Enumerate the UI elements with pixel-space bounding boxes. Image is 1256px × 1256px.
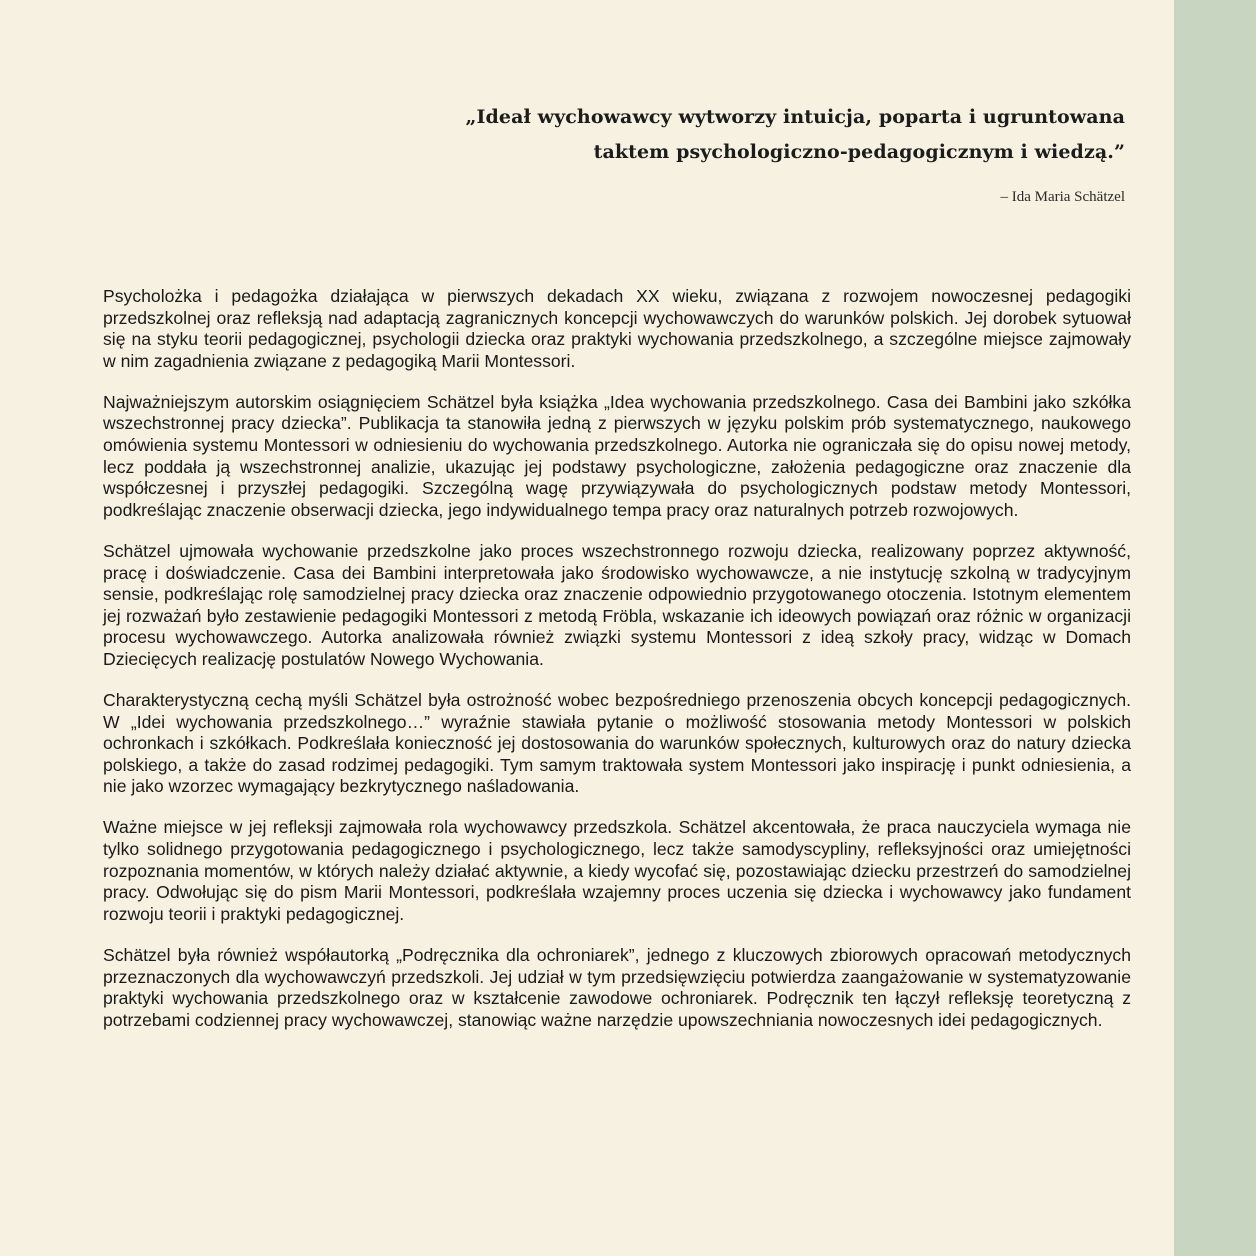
paragraph-4: Charakterystyczną cechą myśli Schätzel była ostrożność wobec bezpośredniego przenoszenia obcych koncepcji pedagogicznych. W „Idei wychowania przedszkolnego…” wyraźnie stawiała pytanie o możliwość stosowania metody Montessori w polskich ochronkach i szkółkach. Podkreślała konieczność jej dostosowania do warunków społecznych, kulturowych oraz do natury dziecka polskiego, a także do zasad rodzimej pedagogiki. Tym samym traktowała system Montessori jako inspirację i punkt odniesienia, a nie jako wzorzec wymagający bezkrytycznego naśladowania.: [103, 690, 1131, 797]
side-color-strip: [1174, 0, 1256, 1256]
paragraph-6: Schätzel była również współautorką „Podręcznika dla ochroniarek”, jednego z kluczowych zbiorowych opracowań metodycznych przeznaczonych dla wychowawczyń przedszkoli. Jej udział w tym przedsięwzięciu potwierdza zaangażowanie w systematyzowanie praktyki wychowania przedszkolnego oraz w kształcenie zawodowe ochroniarek. Podręcznik ten łączył refleksję teoretyczną z potrzebami codziennej pracy wychowawczej, stanowiąc ważne narzędzie upowszechniania nowoczesnych idei pedagogicznych.: [103, 944, 1131, 1030]
paragraph-2: Najważniejszym autorskim osiągnięciem Schätzel była książka „Idea wychowania przedszkolnego. Casa dei Bambini jako szkółka wszechstronnej pracy dziecka”. Publikacja ta stanowiła jedną z pierwszych w języku polskim prób systematycznego, naukowego omówienia systemu Montessori w odniesieniu do wychowania przedszkolnego. Autorka nie ograniczała się do opisu nowej metody, lecz poddała ją wszechstronnej analizie, ukazując jej podstawy psychologiczne, założenia pedagogiczne oraz znaczenie dla współczesnej i przyszłej pedagogiki. Szczególną wagę przywiązywała do psychologicznych podstaw metody Montessori, podkreślając znaczenie obserwacji dziecka, jego indywidualnego tempa pracy oraz naturalnych potrzeb rozwojowych.: [103, 391, 1131, 520]
paragraph-1: Psycholożka i pedagożka działająca w pierwszych dekadach XX wieku, związana z rozwojem nowoczesnej pedagogiki przedszkolnej oraz refleksją nad adaptacją zagranicznych koncepcji wychowawczych do warunków polskich. Jej dorobek sytuował się na styku teorii pedagogicznej, psychologii dziecka oraz praktyki wychowania przedszkolnego, a szczególne miejsce zajmowały w nim zagadnienia związane z pedagogiką Marii Montessori.: [103, 286, 1131, 371]
quote-line-2: taktem psychologiczno-pedagogicznym i wiedzą.”: [593, 141, 1125, 163]
quote-line-1: „Ideał wychowawcy wytworzy intuicja, poparta i ugruntowana: [465, 106, 1125, 128]
paragraph-5: Ważne miejsce w jej refleksji zajmowała rola wychowawcy przedszkola. Schätzel akcentowała, że praca nauczyciela wymaga nie tylko solidnego przygotowania pedagogicznego i psychologicznego, lecz także samodyscypliny, refleksyjności oraz umiejętności rozpoznania momentów, w których należy działać aktywnie, a kiedy wycofać się, pozostawiając dziecku przestrzeń do samodzielnej pracy. Odwołując się do pism Marii Montessori, podkreślała wzajemny proces uczenia się dziecka i wychowawcy jako fundament rozwoju teorii i praktyki pedagogicznej.: [103, 817, 1131, 924]
biography-text: [103, 286, 1131, 1051]
quote-author: – Ida Maria Schätzel: [1000, 189, 1125, 205]
epigraph-quote: [365, 100, 1125, 206]
paragraph-3: Schätzel ujmowała wychowanie przedszkolne jako proces wszechstronnego rozwoju dziecka, realizowany poprzez aktywność, pracę i doświadczenie. Casa dei Bambini interpretowała jako środowisko wychowawcze, a nie instytucję szkolną w tradycyjnym sensie, podkreślając rolę samodzielnej pracy dziecka oraz znaczenie odpowiednio przygotowanego otoczenia. Istotnym elementem jej rozważań było zestawienie pedagogiki Montessori z metodą Fröbla, wskazanie ich ideowych powiązań oraz różnic w organizacji procesu wychowawczego. Autorka analizowała również związki systemu Montessori z ideą szkoły pracy, widząc w Domach Dziecięcych realizację postulatów Nowego Wychowania.: [103, 540, 1131, 669]
